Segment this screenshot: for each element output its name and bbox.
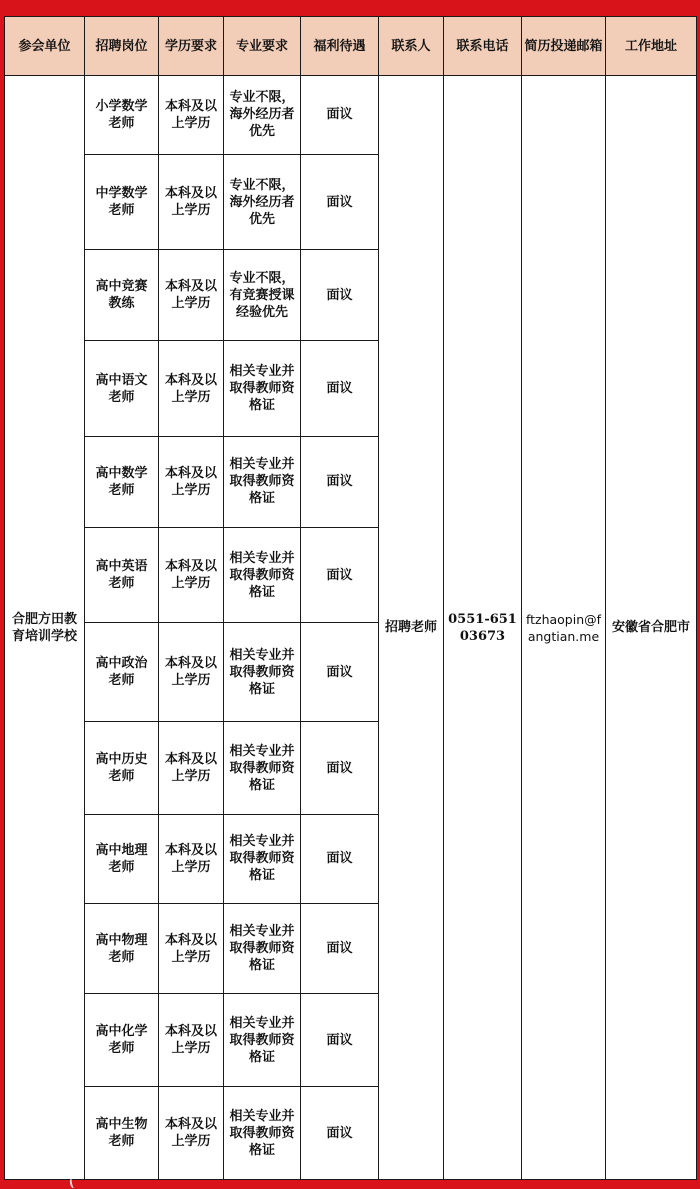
contact-cell: 招聘老师 [379, 76, 444, 1180]
education-cell: 本科及以上学历 [159, 341, 224, 437]
major-cell: 相关专业并取得教师资格证 [224, 722, 301, 815]
benefits-cell: 面议 [301, 814, 379, 903]
header-education: 学历要求 [159, 17, 224, 76]
unit-cell: 合肥方田教育培训学校 [5, 76, 85, 1180]
major-cell: 相关专业并取得教师资格证 [224, 1087, 301, 1180]
major-cell: 相关专业并取得教师资格证 [224, 436, 301, 527]
education-cell: 本科及以上学历 [159, 903, 224, 994]
position-cell: 高中英语老师 [85, 527, 159, 623]
position-cell: 高中竞赛教练 [85, 250, 159, 341]
header-address: 工作地址 [606, 17, 697, 76]
education-cell: 本科及以上学历 [159, 154, 224, 250]
education-cell: 本科及以上学历 [159, 1087, 224, 1180]
header-phone: 联系电话 [444, 17, 522, 76]
header-position: 招聘岗位 [85, 17, 159, 76]
benefits-cell: 面议 [301, 623, 379, 722]
position-cell: 高中地理老师 [85, 814, 159, 903]
major-cell: 相关专业并取得教师资格证 [224, 814, 301, 903]
benefits-cell: 面议 [301, 341, 379, 437]
table-row [5, 76, 697, 155]
header-row [5, 17, 697, 76]
position-cell: 高中历史老师 [85, 722, 159, 815]
education-cell: 本科及以上学历 [159, 436, 224, 527]
benefits-cell: 面议 [301, 250, 379, 341]
position-cell: 高中物理老师 [85, 903, 159, 994]
table-body [5, 76, 697, 1180]
major-cell: 相关专业并取得教师资格证 [224, 994, 301, 1087]
education-cell: 本科及以上学历 [159, 250, 224, 341]
table-header [5, 17, 697, 76]
education-cell: 本科及以上学历 [159, 527, 224, 623]
education-cell: 本科及以上学历 [159, 814, 224, 903]
position-cell: 高中政治老师 [85, 623, 159, 722]
position-cell: 高中数学老师 [85, 436, 159, 527]
major-cell: 相关专业并取得教师资格证 [224, 903, 301, 994]
major-cell: 相关专业并取得教师资格证 [224, 527, 301, 623]
position-cell: 中学数学老师 [85, 154, 159, 250]
position-cell: 小学数学老师 [85, 76, 159, 155]
benefits-cell: 面议 [301, 154, 379, 250]
header-benefits: 福利待遇 [301, 17, 379, 76]
benefits-cell: 面议 [301, 76, 379, 155]
major-cell: 专业不限，海外经历者优先 [224, 76, 301, 155]
header-email: 简历投递邮箱 [522, 17, 606, 76]
email-cell: ftzhaopin@fangtian.me [522, 76, 606, 1180]
phone-cell: 0551-65103673 [444, 76, 522, 1180]
address-cell: 安徽省合肥市 [606, 76, 697, 1180]
position-cell: 高中化学老师 [85, 994, 159, 1087]
benefits-cell: 面议 [301, 1087, 379, 1180]
position-cell: 高中语文老师 [85, 341, 159, 437]
recruitment-table [4, 16, 697, 1180]
education-cell: 本科及以上学历 [159, 76, 224, 155]
benefits-cell: 面议 [301, 436, 379, 527]
recruitment-table-frame [4, 16, 696, 1180]
benefits-cell: 面议 [301, 527, 379, 623]
header-contact: 联系人 [379, 17, 444, 76]
position-cell: 高中生物老师 [85, 1087, 159, 1180]
benefits-cell: 面议 [301, 722, 379, 815]
benefits-cell: 面议 [301, 994, 379, 1087]
education-cell: 本科及以上学历 [159, 623, 224, 722]
major-cell: 相关专业并取得教师资格证 [224, 341, 301, 437]
major-cell: 专业不限，海外经历者优先 [224, 154, 301, 250]
header-major: 专业要求 [224, 17, 301, 76]
major-cell: 相关专业并取得教师资格证 [224, 623, 301, 722]
major-cell: 专业不限，有竞赛授课经验优先 [224, 250, 301, 341]
education-cell: 本科及以上学历 [159, 722, 224, 815]
header-unit: 参会单位 [5, 17, 85, 76]
benefits-cell: 面议 [301, 903, 379, 994]
education-cell: 本科及以上学历 [159, 994, 224, 1087]
